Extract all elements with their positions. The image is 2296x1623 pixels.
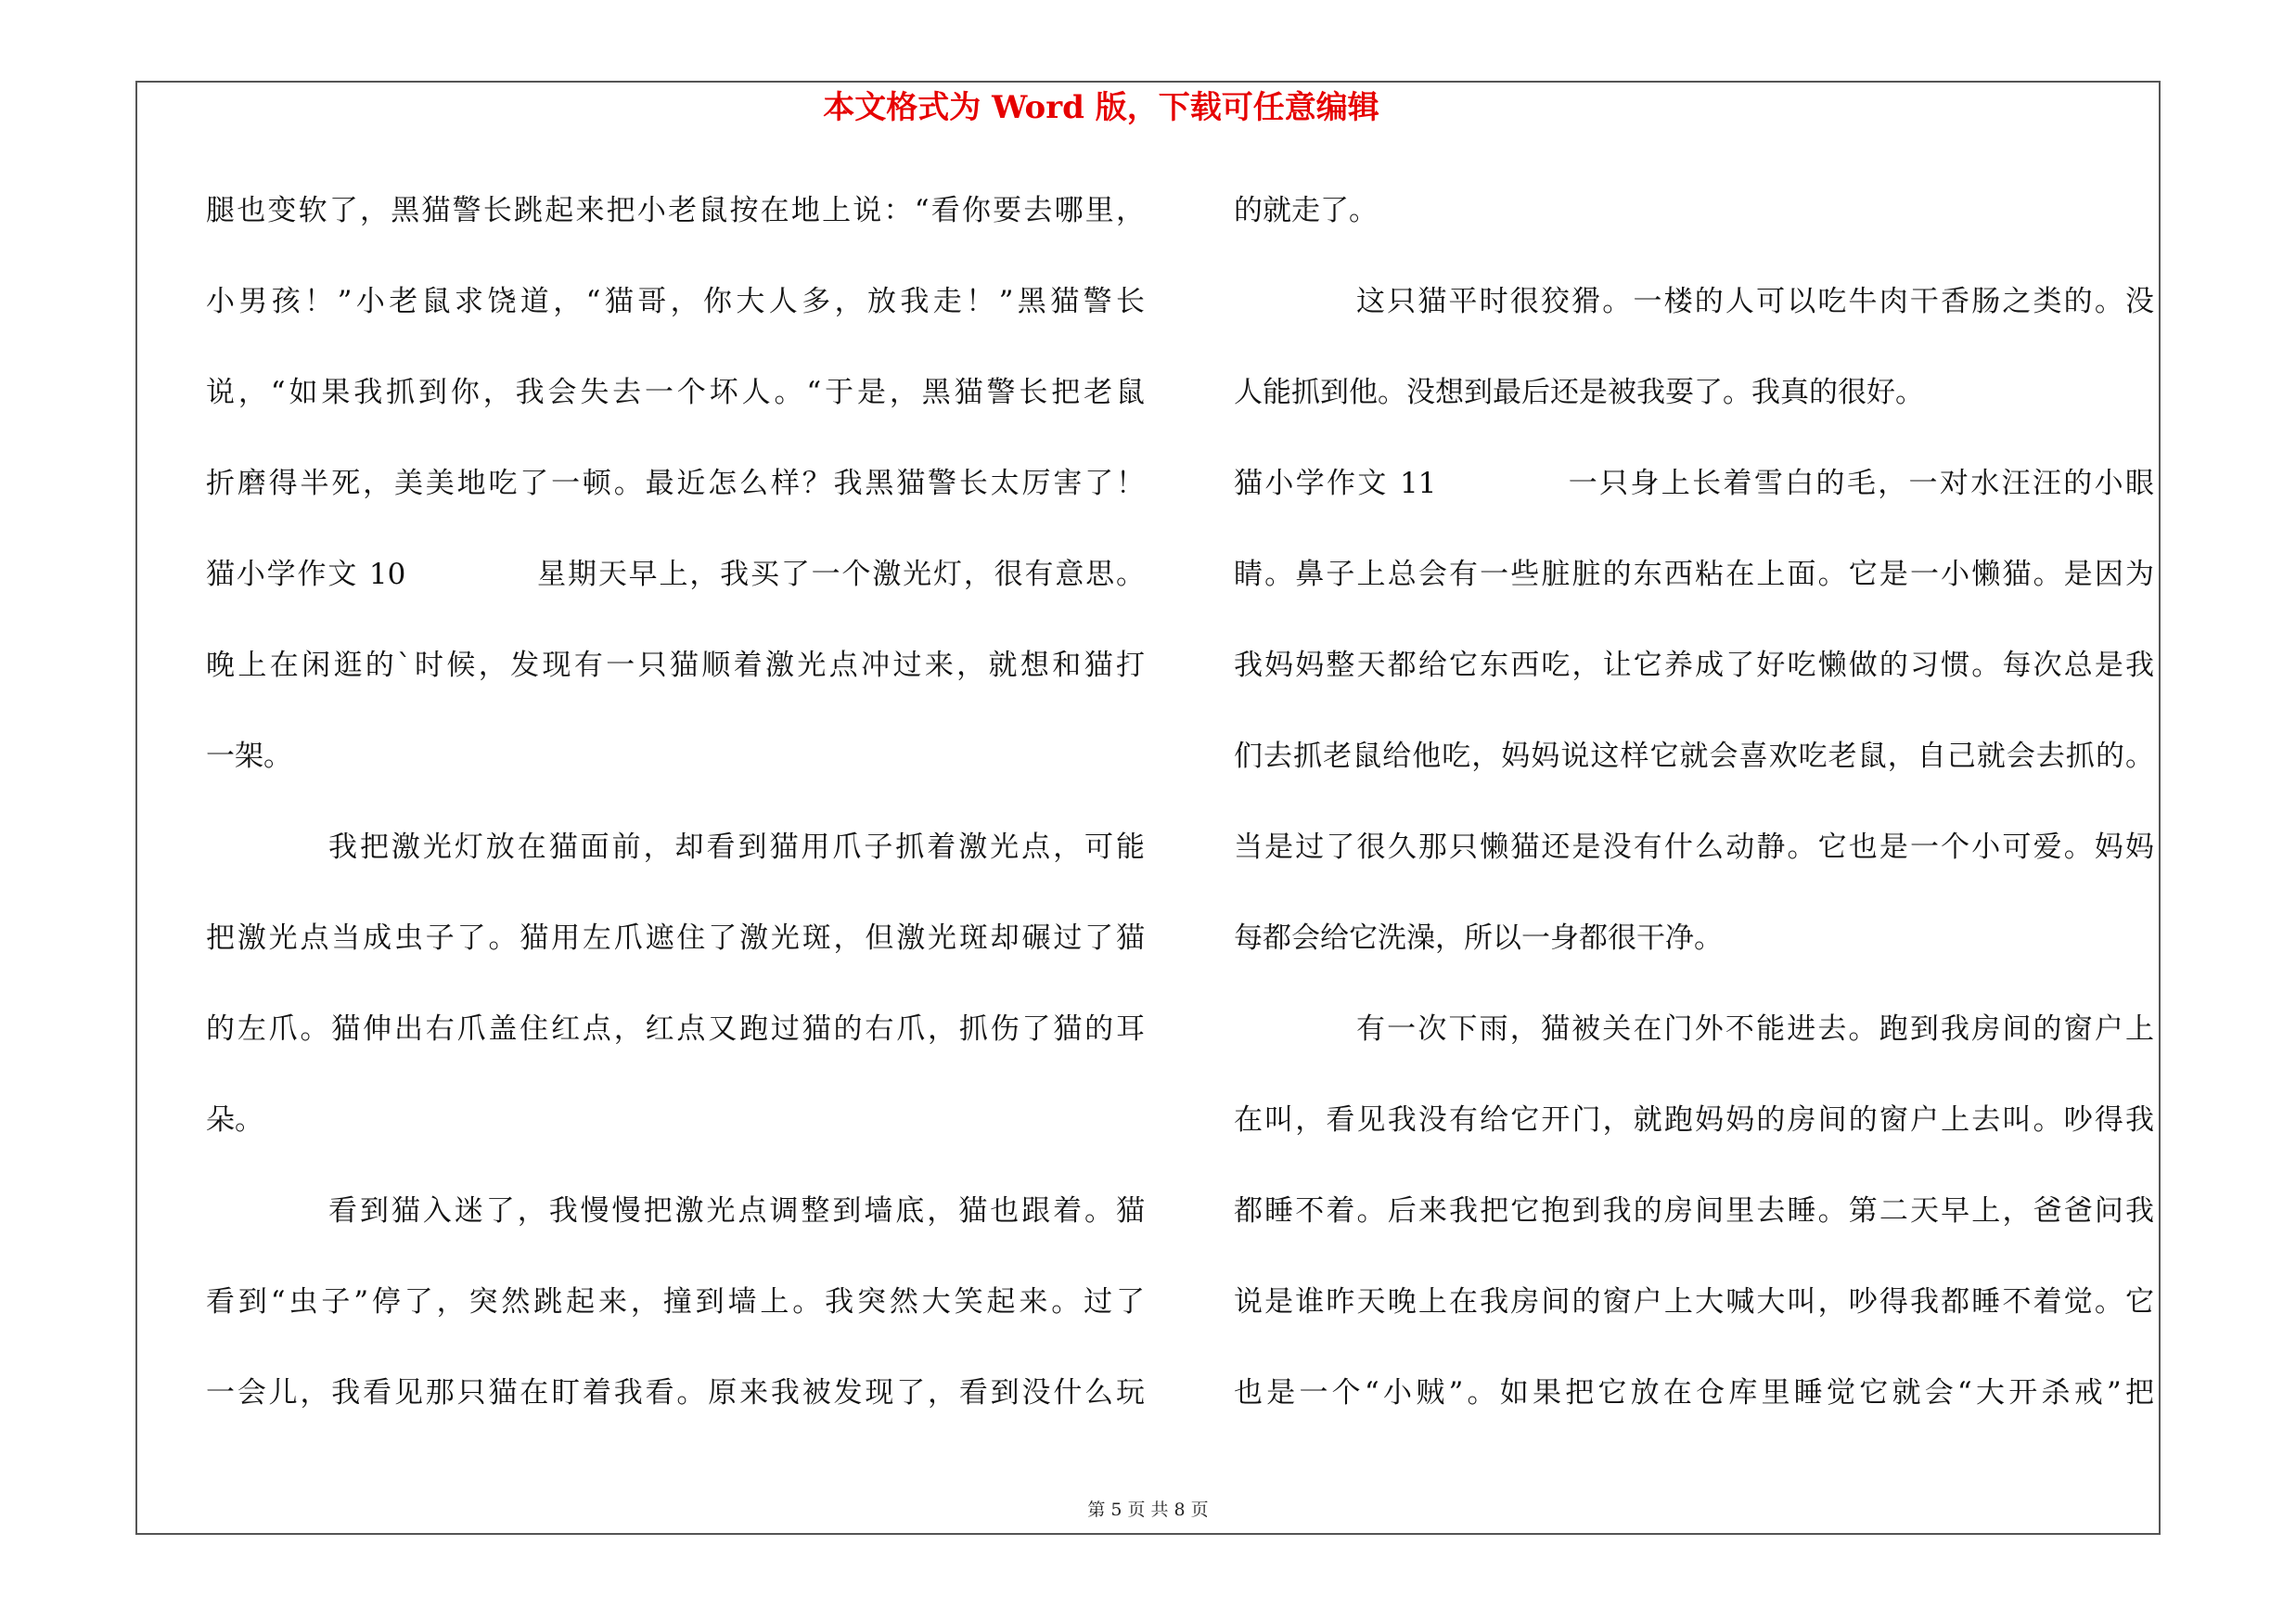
text-line: 的左爪。猫伸出右爪盖住红点，红点又跑过猫的右爪，抓伤了猫的耳 <box>206 1012 1145 1046</box>
essay-text: 星期天早上，我买了一个激光灯，很有意思。 <box>535 558 1145 591</box>
text-line: 小男孩！”小老鼠求饶道，“猫哥，你大人多，放我走！”黑猫警长 <box>206 285 1145 318</box>
essay-title: 猫小学作文 11 <box>1234 467 1437 500</box>
text-line: 也是一个“小贼”。如果把它放在仓库里睡觉它就会“大开杀戒”把 <box>1234 1376 2154 1410</box>
text-line: 我妈妈整天都给它东西吃，让它养成了好吃懒做的习惯。每次总是我 <box>1234 649 2154 682</box>
text-line: 折磨得半死，美美地吃了一顿。最近怎么样？我黑猫警长太厉害了！ <box>206 467 1145 500</box>
essay-title: 猫小学作文 10 <box>206 558 406 591</box>
text-line: 人能抓到他。没想到最后还是被我耍了。我真的很好。 <box>1234 376 1924 409</box>
text-line <box>1234 438 2154 529</box>
text-line: 晚上在闲逛的`时候，发现有一只猫顺着激光点冲过来，就想和猫打 <box>206 649 1145 682</box>
text-line: 说，“如果我抓到你，我会失去一个坏人。“于是，黑猫警长把老鼠 <box>206 376 1145 409</box>
text-line: 在叫，看见我没有给它开门，就跑妈妈的房间的窗户上去叫。吵得我 <box>1234 1103 2154 1137</box>
text-line: 看到“虫子”停了，突然跳起来，撞到墙上。我突然大笑起来。过了 <box>206 1285 1145 1319</box>
text-line: 说是谁昨天晚上在我房间的窗户上大喊大叫，吵得我都睡不着觉。它 <box>1234 1285 2154 1319</box>
text-line: 一架。 <box>206 740 292 773</box>
paragraph-start-line: 我把激光灯放在猫面前，却看到猫用爪子抓着激光点，可能 <box>328 831 1145 864</box>
footer-page-number: 第 5 页 共 8 页 <box>1087 1500 1209 1520</box>
text-line: 都睡不着。后来我把它抱到我的房间里去睡。第二天早上，爸爸问我 <box>1234 1194 2154 1228</box>
paragraph-start-line: 看到猫入迷了，我慢慢把激光点调整到墙底，猫也跟着。猫 <box>328 1194 1145 1228</box>
text-line: 一会儿，我看见那只猫在盯着我看。原来我被发现了，看到没什么玩 <box>206 1376 1145 1410</box>
text-line: 当是过了很久那只懒猫还是没有什么动静。它也是一个小可爱。妈妈 <box>1234 831 2154 864</box>
text-line: 腿也变软了，黑猫警长跳起来把小老鼠按在地上说：“看你要去哪里， <box>206 194 1145 227</box>
text-line <box>206 529 1145 620</box>
text-line: 朵。 <box>206 1103 263 1137</box>
text-line: 每都会给它洗澡，所以一身都很干净。 <box>1234 921 1723 955</box>
essay-text: 一只身上长着雪白的毛，一对水汪汪的小眼 <box>1566 467 2154 500</box>
text-line: 们去抓老鼠给他吃，妈妈说这样它就会喜欢吃老鼠，自己就会去抓的。 <box>1234 740 2154 773</box>
text-line: 睛。鼻子上总会有一些脏脏的东西粘在上面。它是一小懒猫。是因为 <box>1234 558 2154 591</box>
left-column <box>206 165 1145 1438</box>
header-notice: 本文格式为 Word 版，下载可任意编辑 <box>823 89 1379 126</box>
text-line: 的就走了。 <box>1234 194 1378 227</box>
paragraph-start-line: 有一次下雨，猫被关在门外不能进去。跑到我房间的窗户上 <box>1356 1012 2154 1046</box>
paragraph-start-line: 这只猫平时很狡猾。一楼的人可以吃牛肉干香肠之类的。没 <box>1356 285 2154 318</box>
text-line: 把激光点当成虫子了。猫用左爪遮住了激光斑，但激光斑却碾过了猫 <box>206 921 1145 955</box>
right-column <box>1234 165 2154 1438</box>
